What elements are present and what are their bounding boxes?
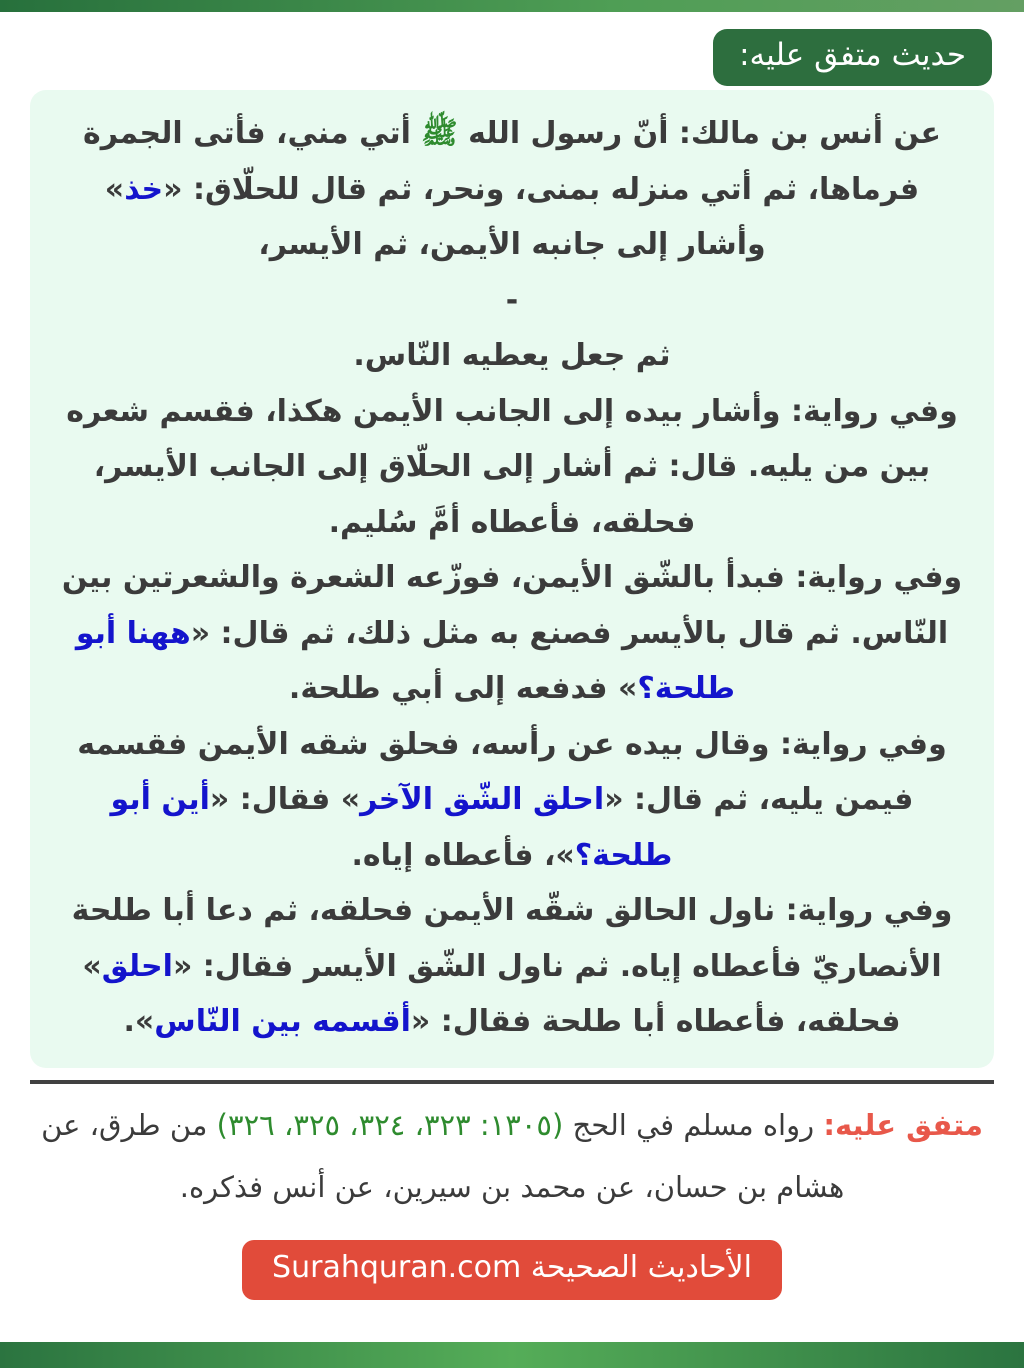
text-segment-blue: ههنا أبو طلحة؟	[75, 615, 736, 707]
text-segment-dark: عن أنس بن مالك: أنّ رسول الله	[457, 116, 942, 152]
text-segment-dark: من طرق، عن هشام بن حسان، عن محمد بن سيرين، عن أنس فذكره.	[41, 1107, 845, 1205]
text-segment-dark: ».	[123, 1004, 155, 1040]
text-segment-red: متفق عليه:	[823, 1107, 983, 1142]
hadith-paragraph	[60, 717, 964, 884]
text-segment-green: (١٣٠٥: ٣٢٣، ٣٢٤، ٣٢٥، ٣٢٦)	[216, 1107, 564, 1142]
hadith-paragraph	[60, 273, 964, 329]
text-segment-dark: -	[505, 282, 519, 318]
hadith-paragraph	[60, 106, 964, 273]
text-segment-dark: وفي رواية: وأشار بيده إلى الجانب الأيمن هكذا، فقسم شعره بين من يليه. قال: ثم أشار إلى الحلّاق إلى الجانب الأيسر، فحلقه، فأعطاه أمَّ سُليم.	[66, 393, 958, 540]
text-segment-green: ﷺ	[421, 116, 458, 152]
takhrij-reference-note	[32, 1094, 992, 1219]
text-segment-dark: » وأشار إلى جانبه الأيمن، ثم الأيسر،	[104, 171, 766, 263]
banner-row	[0, 1240, 1024, 1300]
text-segment-dark: » فقال: «	[209, 782, 361, 818]
hadith-text-box	[30, 90, 994, 1068]
bottom-green-gradient-bar	[0, 1342, 1024, 1368]
text-segment-blue: أقسمه بين النّاس	[154, 1004, 411, 1040]
text-segment-blue: احلق	[101, 948, 173, 984]
header-row	[0, 12, 1024, 86]
hadith-paragraph	[60, 883, 964, 1050]
divider-line	[30, 1080, 994, 1084]
text-segment-dark: رواه مسلم في الحج	[563, 1107, 824, 1142]
text-segment-dark: » فدفعه إلى أبي طلحة.	[288, 671, 638, 707]
text-segment-blue: احلق الشّق الآخر	[360, 782, 605, 818]
text-segment-dark: »، فأعطاه إياه.	[351, 837, 575, 873]
hadith-paragraph	[60, 384, 964, 551]
hadith-paragraph	[60, 328, 964, 384]
text-segment-dark: وفي رواية: فبدأ بالشّق الأيمن، فوزّعه الشعرة والشعرتين بين النّاس. ثم قال بالأيسر فصنع به مثل ذلك، ثم قال: «	[61, 560, 963, 651]
text-segment-dark: وفي رواية: ناول الحالق شقّه الأيمن فحلقه، ثم دعا أبا طلحة الأنصاريّ فأعطاه إياه. ثم ناول الشّق الأيسر فقال: «	[71, 893, 953, 984]
top-green-gradient-bar	[0, 0, 1024, 12]
site-banner: الأحاديث الصحيحة Surahquran.com	[242, 1240, 782, 1300]
text-segment-dark: ثم جعل يعطيه النّاس.	[353, 338, 671, 374]
text-segment-dark: أتي مني، فأتى الجمرة فرماها، ثم أتي منزله بمنى، ونحر، ثم قال للحلّاق: «	[82, 116, 920, 207]
text-segment-blue: أين أبو طلحة؟	[110, 782, 673, 873]
hadith-paragraph	[60, 550, 964, 717]
text-segment-dark: وفي رواية: وقال بيده عن رأسه، فحلق شقه الأيمن فقسمه فيمن يليه، ثم قال: «	[77, 726, 947, 818]
text-segment-dark: » فحلقه، فأعطاه أبا طلحة فقال: «	[82, 948, 901, 1040]
text-segment-blue: خذ	[124, 171, 164, 207]
hadith-type-badge: حديث متفق عليه:	[713, 29, 992, 86]
